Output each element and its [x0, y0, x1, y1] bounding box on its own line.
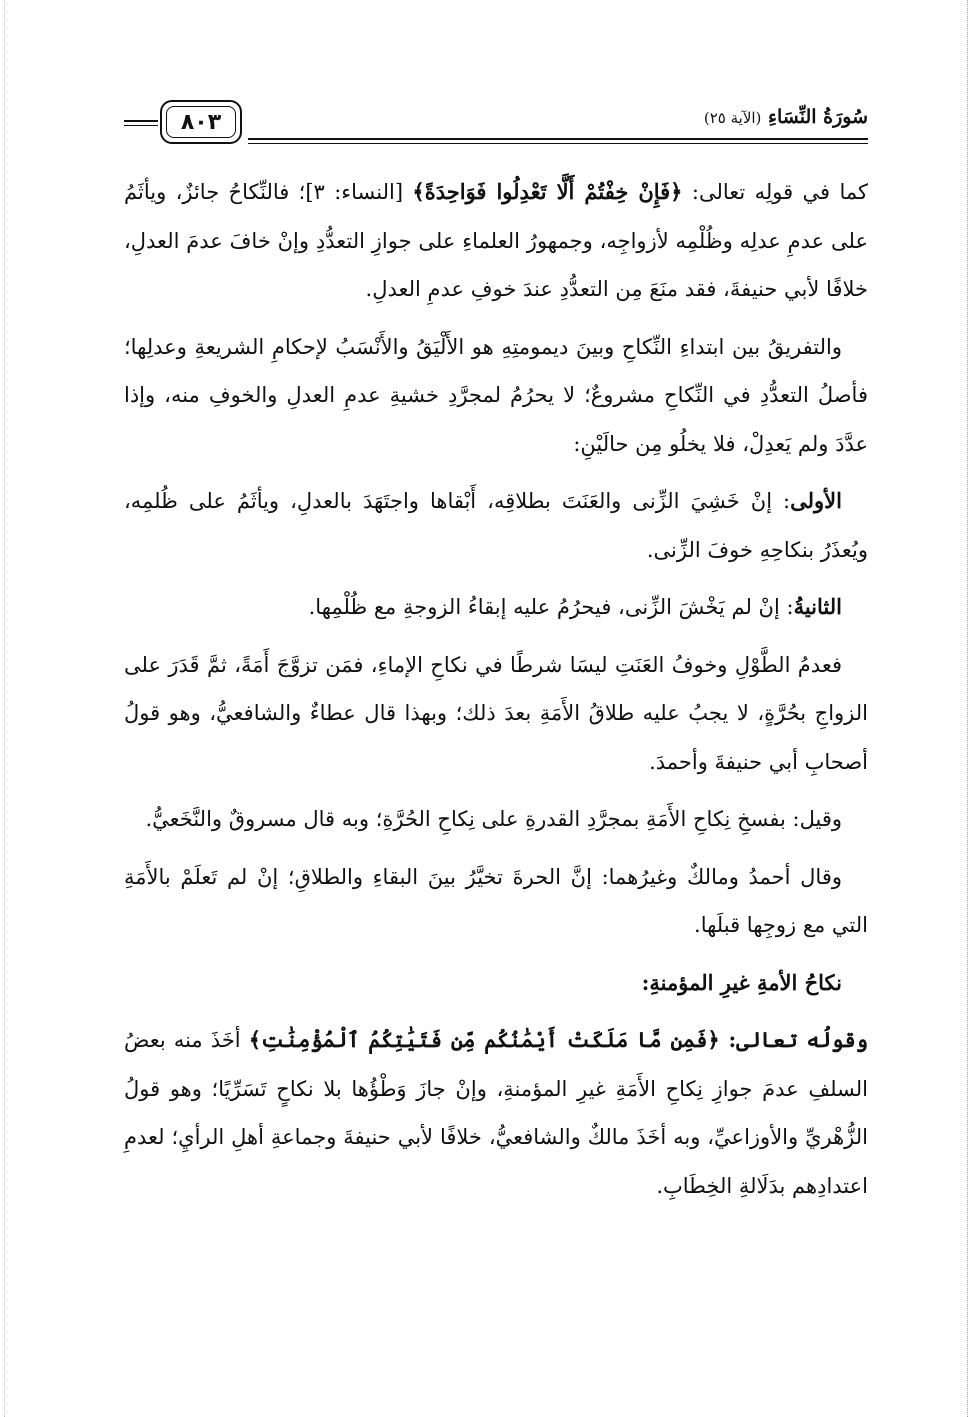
paragraph-4-second-case [124, 583, 868, 632]
text-segment: : إنْ لم يَخْشَ الزِّنى، فيحرُمُ عليه إبقاءُ الزوجةِ مع ظُلْمِها. [308, 595, 794, 619]
paragraph-2 [124, 323, 868, 469]
text-segment: : إنْ خَشِيَ الزِّنى والعَنَتَ بطلاقِه، أَبْقاها واجتَهَدَ بالعدلِ، ويأثَمُ على ظُلمِه، ويُعذَرُ بنكاحِهِ خوفَ الزِّنى. [124, 489, 868, 562]
page-edge-right [967, 0, 968, 1417]
text-segment: وقال أحمدُ ومالكٌ وغيرُهما: إنَّ الحرةَ تخيَّرُ بينَ البقاءِ والطلاقِ؛ إنْ لم تَعلَمْ بالأَمَةِ التي مع زوجِها قبلَها. [124, 864, 868, 937]
header-rule-main [248, 138, 868, 140]
text-segment: فعدمُ الطَّوْلِ وخوفُ العَنَتِ ليسَا شرطًا في نكاحِ الإماءِ، فمَن تزوَّجَ أَمَةً، ثمَّ قَدَرَ على الزواجِ بحُرَّةٍ، لا يجبُ عليه طلاقُ الأَمَةِ بعدَ ذلك؛ وبهذا قال عطاءٌ والشافعيُّ، وهو قولُ أصحابِ أبي حنيفةَ وأحمدَ. [124, 652, 868, 774]
paragraph-1 [124, 168, 868, 314]
text-segment: الثانيةُ [793, 594, 842, 619]
text-segment: وقيل: بفسخِ نِكاحِ الأَمَةِ بمجرَّدِ القدرةِ على نِكاحِ الحُرَّةِ؛ وبه قال مسروقٌ والنَّخَعيُّ. [145, 807, 842, 831]
section-heading: نكاحُ الأمةِ غيرِ المؤمنةِ: [641, 969, 842, 995]
header-rule-left [124, 120, 158, 122]
text-segment: ﴿فَإِنْ خِفْتُمْ أَلَّا تَعْدِلُوا فَوَاحِدَةً﴾ [412, 179, 683, 204]
text-segment: وقولُه تعالى: [719, 1027, 869, 1052]
page-body [124, 168, 868, 1210]
paragraph-8 [124, 1016, 868, 1210]
paragraph-5 [124, 641, 868, 787]
text-segment: أخَذَ منه بعضُ السلفِ عدمَ جوازِ نِكاحِ الأَمَةِ غيرِ المؤمنةِ، وإنْ جازَ وَطْؤُها بلا نكاحٍ تَسَرِّيًا؛ وهو قولُ الزُّهْريِّ والأوزاعيِّ، وبه أخَذَ مالكٌ والشافعيُّ، خلافًا لأبي حنيفةَ وجماعةِ أهلِ الرأيِ؛ لعدمِ اعتدادِهم بدَلَالةِ الخِطَابِ. [124, 1028, 868, 1198]
page-header [124, 98, 868, 158]
paragraph-6 [124, 795, 868, 844]
text-segment: الأولى [790, 488, 842, 513]
header-rule-left-thin [124, 125, 158, 126]
paragraph-3-first-case [124, 477, 868, 574]
page-number-frame [160, 100, 242, 144]
surah-title: سُورَةُ النِّسَاءِ [768, 106, 868, 128]
running-title [704, 106, 868, 128]
text-segment: [النساء: ٣]؛ فالنِّكاحُ جائزٌ، ويأثَمُ على عدمِ عدلِه وظُلْمِه لأزواجِه، وجمهورُ العلماءِ على جوازِ التعدُّدِ وإنْ خافَ عدمَ العدلِ، خلافًا لأبي حنيفةَ، فقد منَعَ مِن التعدُّدِ عندَ خوفِ عدمِ العدلِ. [124, 180, 868, 301]
page-number: ٨٠٣ [166, 106, 236, 138]
verse-reference: (الآية ٢٥) [703, 109, 762, 127]
text-segment: والتفريقُ بين ابتداءِ النِّكاحِ وبينَ ديمومتِهِ هو الأَلْيَقُ والأَنْسَبُ لإحكامِ الشريعةِ وعدلِها؛ فأصلُ التعدُّدِ في النِّكاحِ مشروعٌ؛ لا يحرُمُ لمجرَّدِ خشيةِ عدمِ العدلِ والخوفِ منه، وإذا عدَّدَ ولم يَعدِلْ، فلا يخلُو مِن حالَيْنِ: [124, 334, 868, 456]
text-segment: ﴿فَمِن مَّا مَلَكَتْ أَيْمَٰنُكُم مِّن فَتَيَٰتِكُمُ ٱلْمُؤْمِنَٰتِ﴾ [248, 1027, 720, 1052]
page-edge-left [4, 0, 5, 1417]
text-segment: كما في قولِه تعالى: [682, 180, 868, 204]
paragraph-7 [124, 853, 868, 950]
header-rule-main-thin [248, 143, 868, 144]
